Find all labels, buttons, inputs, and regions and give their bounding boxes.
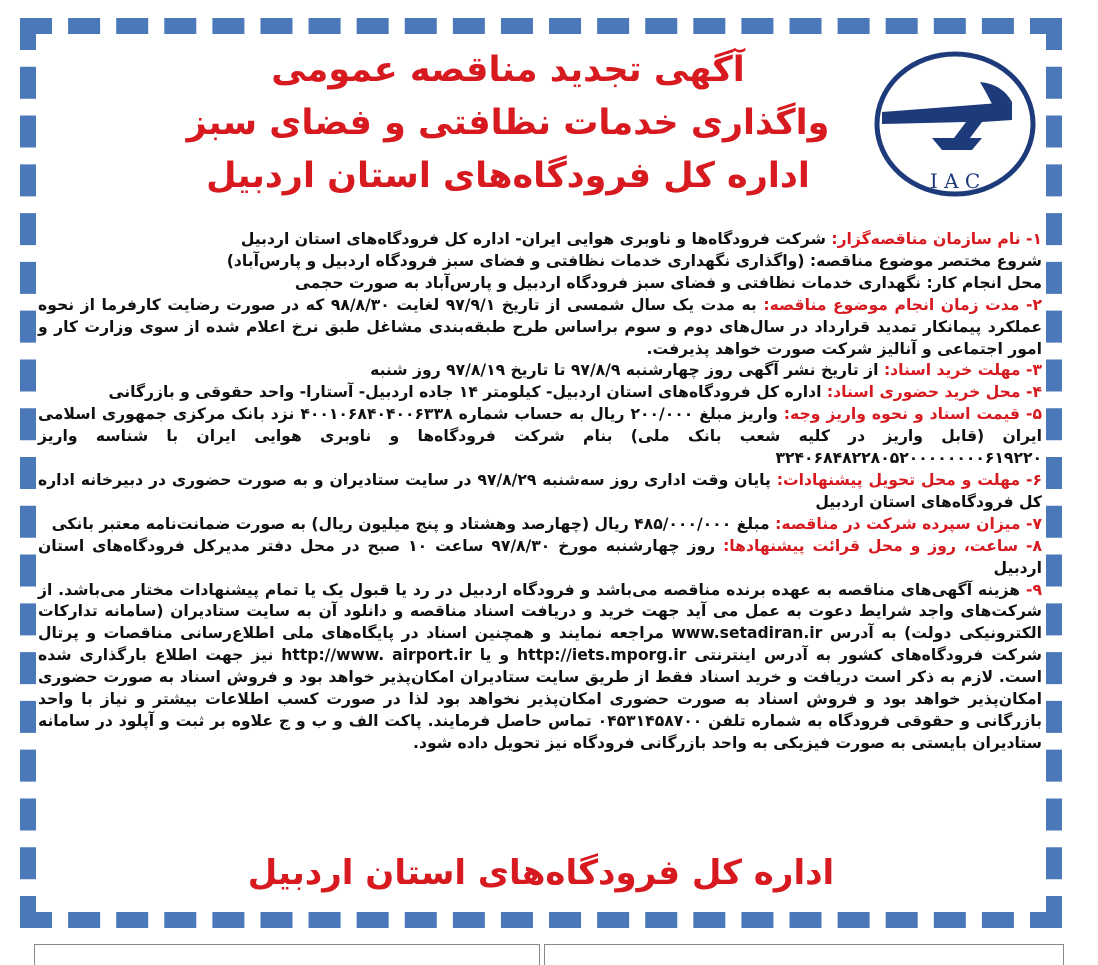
item-5 — [38, 404, 1042, 470]
item-text: از تاریخ نشر آگهی روز چهارشنبه ۹۷/۸/۹ تا تاریخ ۹۷/۸/۱۹ روز شنبه — [370, 361, 884, 380]
item-text: روز چهارشنبه مورخ ۹۷/۸/۳۰ ساعت ۱۰ صبح در محل دفتر مدیرکل فرودگاه‌های استان اردبیل — [38, 536, 1042, 577]
item-text: شرکت فرودگاه‌ها و ناوبری هوایی ایران- اداره کل فرودگاه‌های استان اردبیل — [240, 230, 832, 248]
item-label: ۹- — [1025, 580, 1042, 599]
item-4 — [38, 382, 1042, 404]
item-text: واریز مبلغ ۲۰۰/۰۰۰ ریال به حساب شماره ۴۰۰۱۰۶۸۴۰۴۰۰۶۳۳۸ نزد بانک مرکزی جمهوری اسلامی ایران (قابل واریز در کلیه شعب بانک ملی) بنام شرکت فرودگاه‌ها و ناوبری هوایی ایران با شناسه واریز ۳۲۴۰۶۸۴۸۲۲۸۰۵۲۰۰۰۰۰۰۰۰۶۱۹۲۲۰ — [38, 405, 1042, 468]
item-text: اداره کل فرودگاه‌های استان اردبیل- کیلومتر ۱۴ جاده اردبیل- آستارا- واحد حقوقی و بازرگانی — [108, 383, 827, 402]
title-line-3: اداره کل فرودگاه‌های استان اردبیل — [206, 156, 810, 196]
item-text: مبلغ ۴۸۵/۰۰۰/۰۰۰ ریال (چهارصد وهشتاد و پنج میلیون ریال) به صورت ضمانت‌نامه معتبر بانکی — [51, 514, 776, 533]
notice-content — [34, 34, 1048, 912]
item-3 — [38, 360, 1042, 382]
item-8 — [38, 536, 1042, 580]
footer-org-name: اداره کل فرودگاه‌های استان اردبیل — [247, 853, 835, 893]
item-text: شروع مختصر موضوع مناقصه: (واگذاری نگهداری خدمات نظافتی و فضای سبز فرودگاه اردبیل و پارس‌آباد) — [226, 251, 1042, 270]
item-text: پایان وقت اداری روز سه‌شنبه ۹۷/۸/۲۹ در سایت ستادیران و به صورت حضوری در دبیرخانه اداره کل فرودگاه‌های استان اردبیل — [38, 470, 1042, 511]
item-subject — [38, 251, 1042, 273]
item-2 — [38, 295, 1042, 361]
item-label: ۵- قیمت اسناد و نحوه واریز وجه: — [783, 405, 1042, 424]
iac-logo — [862, 42, 1048, 202]
notice-body — [38, 229, 1042, 755]
item-location — [38, 273, 1042, 295]
item-text: به مدت یک سال شمسی از تاریخ ۹۷/۹/۱ لغایت ۹۸/۸/۳۰ که در صورت رضایت کارفرما از نحوه عملکرد پیمانکار تمدید قرارداد در سال‌های دوم و سوم براساس طرح طبقه‌بندی مشاغل طبق نرخ اعلام شده از سوی وزارت کار و امور اجتماعی و آنالیز شرکت صورت خواهد پذیرفت. — [38, 295, 1042, 358]
item-6 — [38, 470, 1042, 514]
item-text: محل انجام کار: نگهداری خدمات نظافتی و فضای سبز فرودگاه اردبیل و پارس‌آباد به صورت حجمی — [294, 273, 1042, 292]
title-line-2: واگذاری خدمات نظافتی و فضای سبز — [186, 103, 830, 143]
item-label: ۷- میزان سپرده شرکت در مناقصه: — [775, 514, 1042, 533]
item-label: ۳- مهلت خرید اسناد: — [883, 361, 1042, 380]
item-9 — [38, 580, 1042, 755]
title-block — [168, 44, 848, 203]
adjacent-ad-edge-right — [544, 944, 1064, 965]
item-label: ۶- مهلت و محل تحویل پیشنهادات: — [776, 470, 1042, 489]
item-1 — [38, 229, 1042, 251]
logo-letters: I A C — [929, 169, 981, 193]
item-label: ۲- مدت زمان انجام موضوع مناقصه: — [763, 295, 1043, 314]
item-label: ۴- محل خرید حضوری اسناد: — [826, 383, 1042, 402]
title-line-1: آگهی تجدید مناقصه عمومی — [271, 50, 745, 90]
item-label: ۱- نام سازمان مناقصه‌گزار: — [831, 230, 1042, 248]
adjacent-ad-edge-left — [34, 944, 540, 965]
item-label: ۸- ساعت، روز و محل قرائت پیشنهادها: — [723, 536, 1042, 555]
item-text: هزینه آگهی‌های مناقصه به عهده برنده مناقصه می‌باشد و فرودگاه اردبیل در رد یا قبول یک یا تمام پیشنهادات مختار می‌باشد. از شرکت‌های واجد شرایط دعوت به عمل می آید جهت خرید و دریافت اسناد مناقصه و دانلود آن به سایت ستادیران (سامانه تدارکات الکترونیکی دولت) به آدرس www.setadiran.ir مراجعه نمایند و همچنین اسناد در پایگاه‌های ملی اطلاع‌رسانی مناقصات و پرتال شرکت فرودگاه‌های کشور به آدرس اینترنتی http://iets.mporg.ir و یا http://www. airport.ir نیز جهت اطلاع بارگذاری شده است. لازم به ذکر است دریافت و خرید اسناد فقط از طریق سایت ستادیران امکان‌پذیر خواهد بود و فروش اسناد به صورت حضوری امکان‌پذیر خواهد بود و فروش اسناد به صورت حضوری امکان‌پذیر نخواهد بود لذا در صورت کسب اطلاعات بیشتر و نیاز با واحد بازرگانی و حقوقی فرودگاه به شماره تلفن ۰۴۵۳۱۴۵۸۷۰۰ تماس حاصل فرمایند. پاکت الف و ب و ج علاوه بر ثبت و آپلود در سامانه ستادیران بایستی به صورت فیزیکی به واحد بازرگانی فرودگاه نیز تحویل داده شود. — [38, 580, 1042, 752]
item-7 — [38, 514, 1042, 536]
